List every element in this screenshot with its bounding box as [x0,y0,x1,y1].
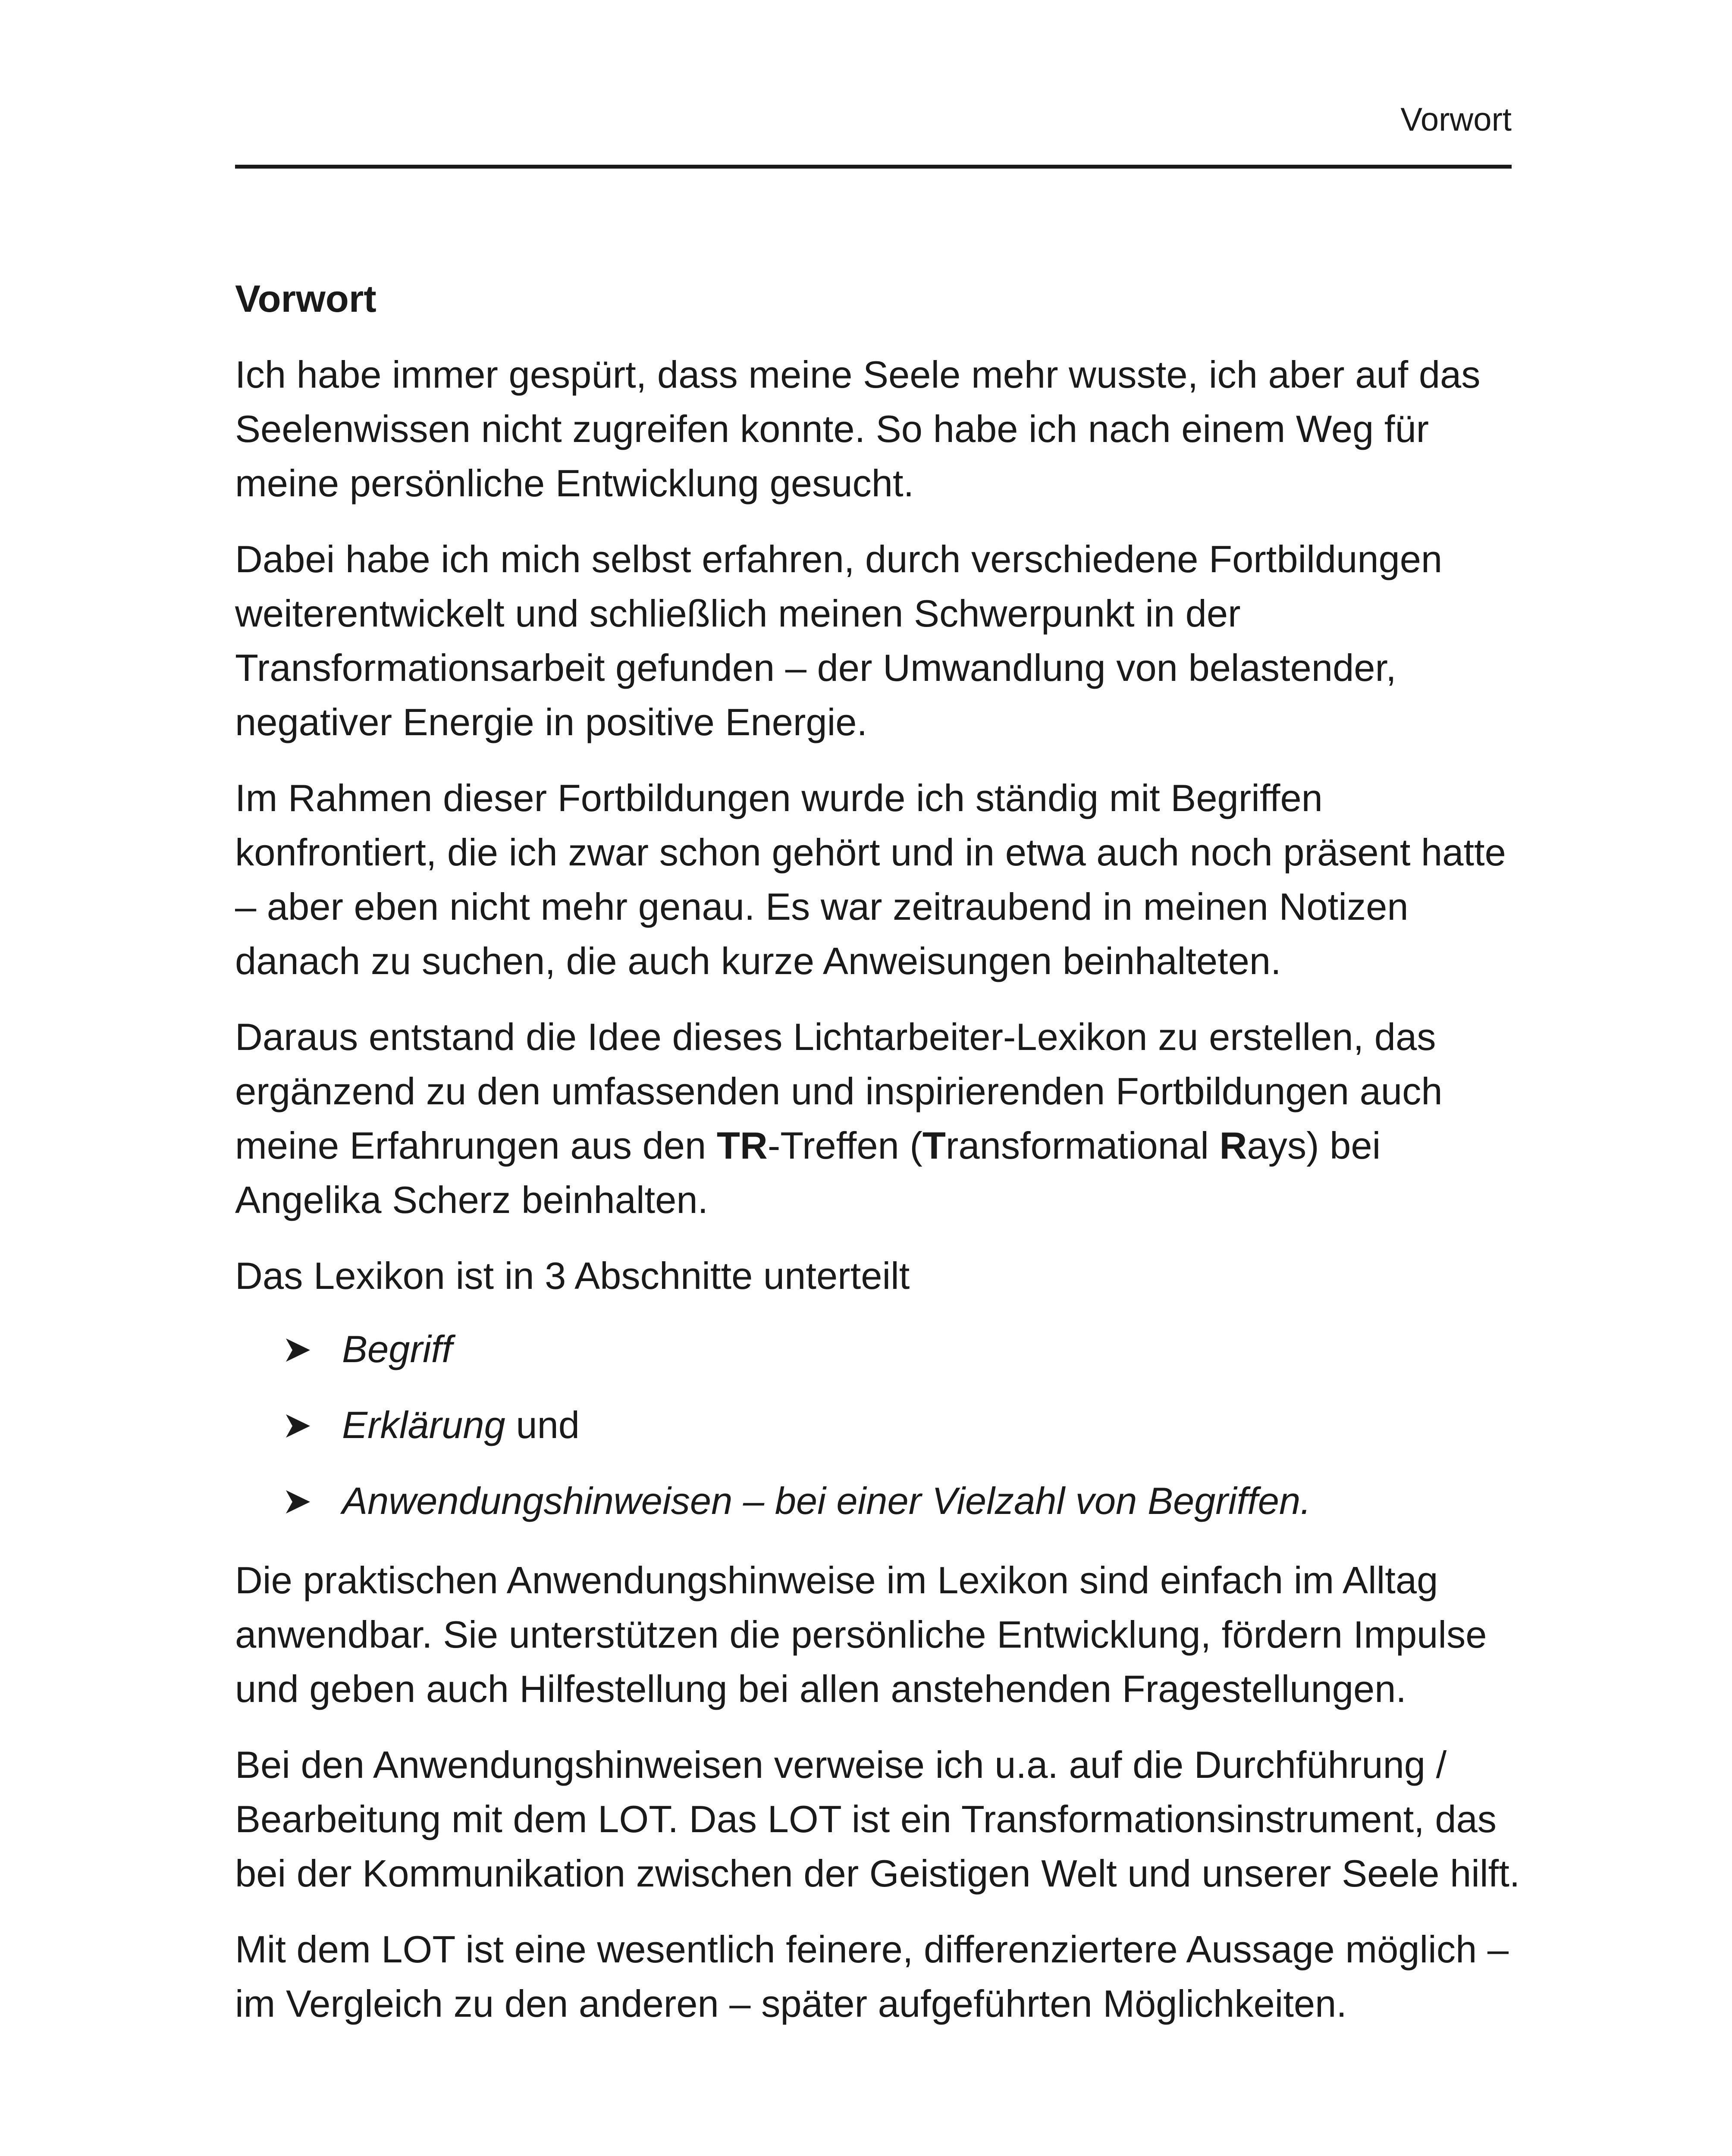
tr-paragraph [235,1010,1533,1227]
running-header: Vorwort [1400,101,1512,138]
bold-letter-t: T [922,1124,946,1167]
paragraph: Bei den Anwendungshinweisen verweise ich u.a. auf die Durchführung / Bearbeitung mit dem LOT. Das LOT ist ein Transformationsinstrument, das bei der Kommunikation zwischen der Geistigen Welt und unserer Seele hilft. [235,1743,1520,1895]
list-item-rest: und [505,1404,580,1446]
paragraph: Mit dem LOT ist eine wesentlich feinere, differenziertere Aussage möglich – im Vergleich zu den anderen – später aufgeführten Möglichkeiten. [235,1928,1509,2025]
bold-letter-r: R [1219,1124,1247,1167]
list-item [235,1398,1533,1452]
paragraph: Die praktischen Anwendungshinweise im Lexikon sind einfach im Alltag anwendbar. Sie unterstützen die persönliche Entwicklung, fördern Impulse und geben auch Hilfestellung bei allen anstehenden Fragestellungen. [235,1559,1487,1710]
bullet-list [235,1322,1533,1528]
text-run: -Treffen ( [767,1124,922,1167]
arrowhead-bullet-icon [286,1338,310,1362]
bold-acronym-tr: TR [716,1124,768,1167]
list-item-term: Anwendungshinweisen – bei einer Vielzahl von Begriffen. [342,1479,1311,1522]
arrowhead-bullet-icon [286,1490,310,1514]
paragraph: Im Rahmen dieser Fortbildungen wurde ich ständig mit Begriffen konfrontiert, die ich zwar schon gehört und in etwa auch noch präsent hatte – aber eben nicht mehr genau. Es war zeitraubend in meinen Notizen danach zu suchen, die auch kurze Anweisungen beinhalteten. [235,777,1506,982]
list-item-term: Begriff [342,1328,452,1370]
paragraph: Ich habe immer gespürt, dass meine Seele mehr wusste, ich aber auf das Seelenwissen nicht zugreifen konnte. So habe ich nach einem Weg für meine persönliche Entwicklung gesucht. [235,353,1481,505]
page-content [235,272,1533,2053]
section-title: Vorwort [235,277,377,320]
text-run: Daraus entstand die Idee dieses Lichtarbeiter-Lexikon zu erstellen, das ergänzend zu den umfassenden und inspirierenden Fortbildungen auch meine Erfahrungen aus den [235,1015,1443,1167]
header-rule [235,165,1512,169]
text-run: ransformational [945,1124,1220,1167]
list-item [235,1474,1533,1528]
list-intro: Das Lexikon ist in 3 Abschnitte unterteilt [235,1254,910,1297]
list-item [235,1322,1533,1376]
arrowhead-bullet-icon [286,1414,310,1438]
list-item-term: Erklärung [342,1404,505,1446]
text-run: ays) bei Angelika Scherz beinhalten. [235,1124,1381,1221]
paragraph: Dabei habe ich mich selbst erfahren, durch verschiedene Fortbildungen weiterentwickelt und schließlich meinen Schwerpunkt in der Transformationsarbeit gefunden – der Umwandlung von belastender, negativer Energie in positive Energie. [235,538,1443,743]
